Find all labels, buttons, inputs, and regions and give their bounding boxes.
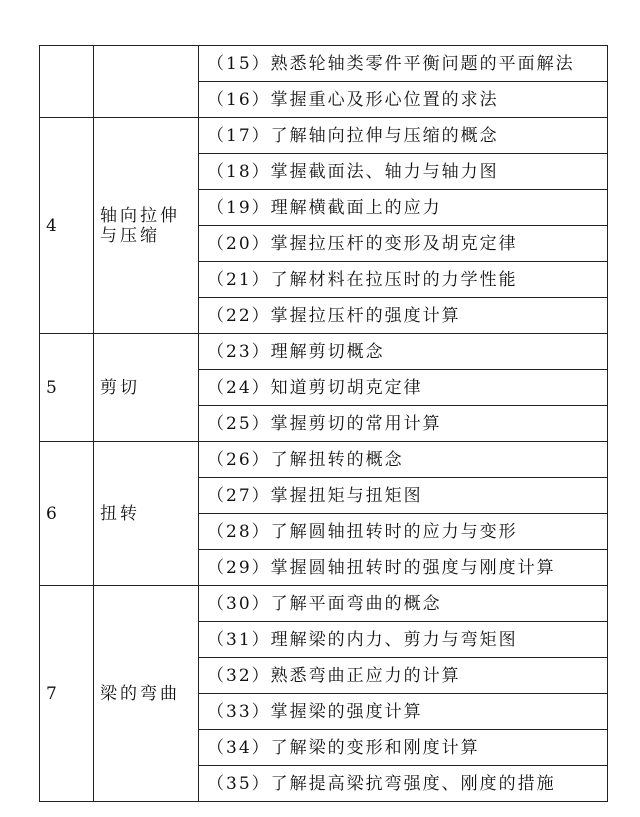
chapter-number-cell: 4 (40, 118, 94, 334)
chapter-number-cell: 6 (40, 442, 94, 586)
requirement-item-cell: （34）了解梁的变形和刚度计算 (199, 730, 608, 766)
requirement-item-cell: （31）理解梁的内力、剪力与弯矩图 (199, 622, 608, 658)
requirement-item-cell: （18）掌握截面法、轴力与轴力图 (199, 154, 608, 190)
requirement-item-cell: （32）熟悉弯曲正应力的计算 (199, 658, 608, 694)
requirement-item-cell: （26）了解扭转的概念 (199, 442, 608, 478)
table-row (40, 46, 608, 82)
chapter-topic-cell: 扭转 (94, 442, 199, 586)
chapter-topic-cell: 剪切 (94, 334, 199, 442)
requirement-item-cell: （35）了解提高梁抗弯强度、刚度的措施 (199, 766, 608, 802)
requirement-item-cell: （16）掌握重心及形心位置的求法 (199, 82, 608, 118)
requirement-item-cell: （28）了解圆轴扭转时的应力与变形 (199, 514, 608, 550)
requirement-item-cell: （17）了解轴向拉伸与压缩的概念 (199, 118, 608, 154)
requirement-item-cell: （25）掌握剪切的常用计算 (199, 406, 608, 442)
requirement-item-cell: （23）理解剪切概念 (199, 334, 608, 370)
chapter-topic-cell (94, 46, 199, 118)
chapter-topic-cell: 轴向拉伸与压缩 (94, 118, 199, 334)
requirement-item-cell: （22）掌握拉压杆的强度计算 (199, 298, 608, 334)
table-row (40, 442, 608, 478)
chapter-number-cell (40, 46, 94, 118)
requirement-item-cell: （15）熟悉轮轴类零件平衡问题的平面解法 (199, 46, 608, 82)
requirement-item-cell: （27）掌握扭矩与扭矩图 (199, 478, 608, 514)
chapter-number-cell: 5 (40, 334, 94, 442)
requirement-item-cell: （19）理解横截面上的应力 (199, 190, 608, 226)
requirement-item-cell: （20）掌握拉压杆的变形及胡克定律 (199, 226, 608, 262)
requirement-item-cell: （29）掌握圆轴扭转时的强度与刚度计算 (199, 550, 608, 586)
chapter-number-cell: 7 (40, 586, 94, 802)
table-row (40, 118, 608, 154)
chapter-topic-cell: 梁的弯曲 (94, 586, 199, 802)
table-row (40, 334, 608, 370)
syllabus-table (39, 45, 608, 802)
requirement-item-cell: （21）了解材料在拉压时的力学性能 (199, 262, 608, 298)
requirement-item-cell: （33）掌握梁的强度计算 (199, 694, 608, 730)
table-row (40, 586, 608, 622)
requirement-item-cell: （24）知道剪切胡克定律 (199, 370, 608, 406)
syllabus-table-body (40, 46, 608, 802)
requirement-item-cell: （30）了解平面弯曲的概念 (199, 586, 608, 622)
